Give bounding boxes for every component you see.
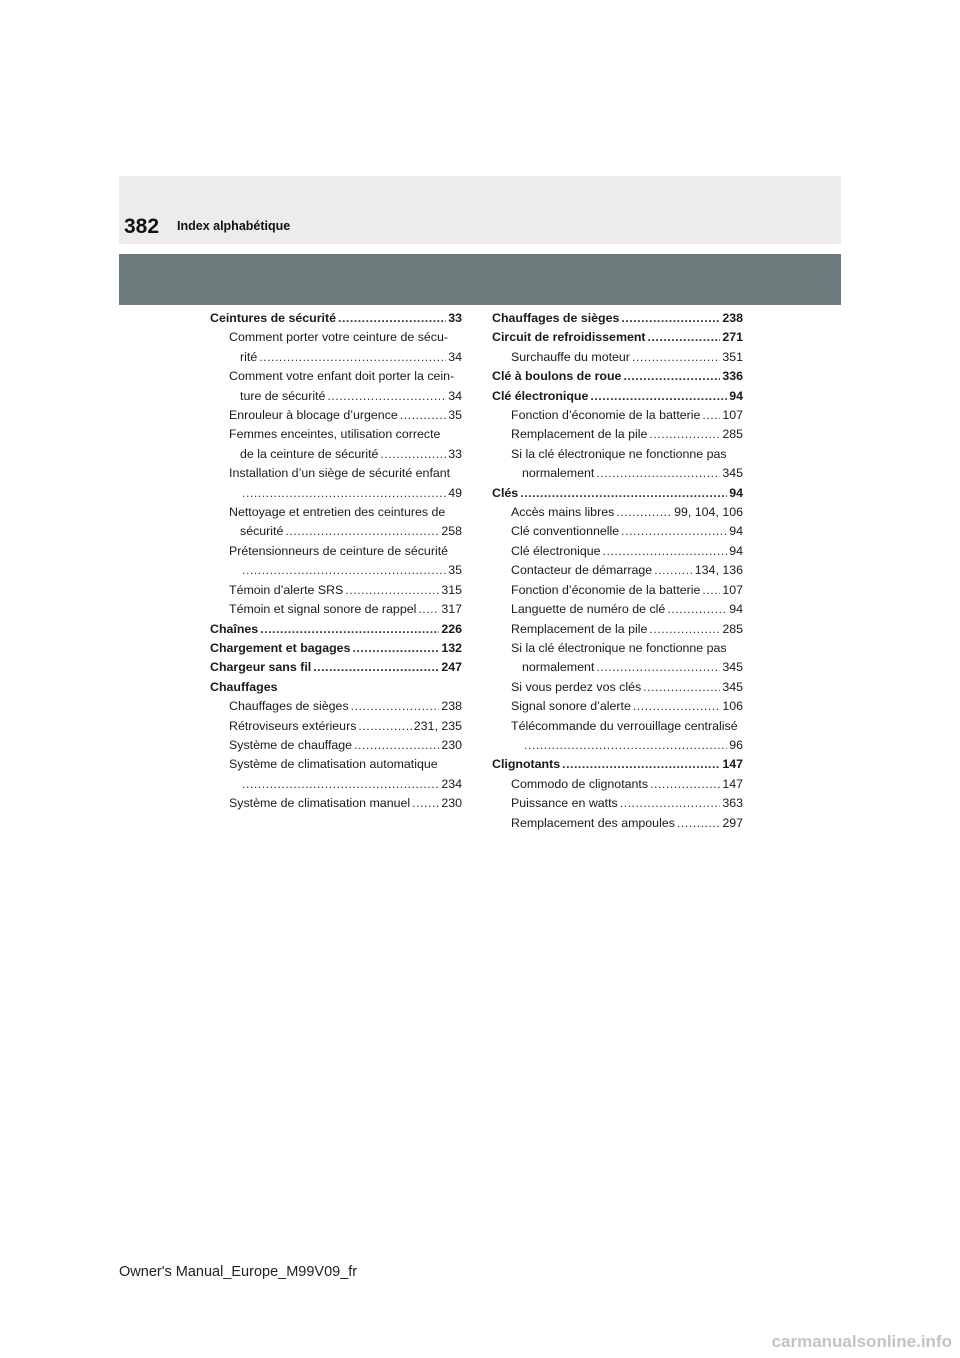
index-entry	[492, 503, 743, 522]
index-entry	[210, 387, 462, 406]
index-entry-text: sécurité	[240, 524, 284, 539]
index-leader-dots	[596, 658, 720, 677]
index-entry-page: 285	[722, 621, 743, 636]
index-leader-dots	[242, 484, 446, 503]
index-column-left	[210, 309, 462, 814]
index-leader-dots	[620, 794, 721, 813]
index-entry	[210, 639, 462, 658]
index-entry	[492, 348, 743, 367]
index-entry	[492, 581, 743, 600]
index-entry	[492, 678, 743, 697]
index-entry-page: 247	[441, 660, 462, 675]
index-entry	[492, 522, 743, 541]
index-entry	[492, 755, 743, 774]
index-entry-text: Si vous perdez vos clés	[511, 679, 642, 694]
index-leader-dots	[400, 406, 446, 425]
index-leader-dots	[412, 794, 439, 813]
index-entry-page: 134, 136	[694, 563, 743, 578]
index-entry-page: 271	[722, 330, 743, 345]
index-leader-dots	[313, 658, 439, 677]
index-leader-dots	[418, 600, 439, 619]
index-entry-text: Comment votre enfant doit porter la cein-	[229, 369, 455, 384]
index-entry	[210, 697, 462, 716]
index-entry-page: 147	[722, 757, 743, 772]
index-leader-dots	[677, 814, 720, 833]
index-entry	[210, 561, 462, 580]
index-entry-text: Remplacement des ampoules	[511, 815, 675, 830]
index-entry-text: de la ceinture de sécurité	[240, 446, 379, 461]
index-entry	[492, 658, 743, 677]
index-entry-page: 351	[722, 349, 743, 364]
index-leader-dots	[524, 736, 727, 755]
index-entry-text: Comment porter votre ceinture de sécu-	[229, 330, 448, 345]
index-entry-page: 234	[441, 776, 462, 791]
index-leader-dots	[327, 387, 446, 406]
index-entry	[492, 794, 743, 813]
index-entry-page: 35	[448, 408, 462, 423]
index-entry-text: Clignotants	[492, 757, 561, 772]
index-entry-text: Si la clé électronique ne fonctionne pas	[511, 446, 727, 461]
section-tab-bar	[119, 254, 841, 305]
index-leader-dots	[596, 464, 720, 483]
index-entry-text: Clés	[492, 485, 519, 500]
index-entry-page: 317	[441, 602, 462, 617]
index-entry-text: Témoin et signal sonore de rappel	[229, 602, 417, 617]
index-leader-dots	[285, 522, 439, 541]
index-entry-text: Système de climatisation automatique	[229, 757, 438, 772]
index-entry	[492, 464, 743, 483]
index-leader-dots	[648, 328, 721, 347]
index-entry-page: 34	[448, 349, 462, 364]
index-entry-text: Commodo de clignotants	[511, 776, 649, 791]
index-leader-dots	[649, 425, 720, 444]
index-entry-text: normalement	[522, 466, 595, 481]
index-leader-dots	[351, 697, 440, 716]
index-entry-text: Fonction d’économie de la batterie	[511, 582, 701, 597]
index-entry-page: 34	[448, 388, 462, 403]
index-entry-page: 238	[441, 699, 462, 714]
index-entry-text: normalement	[522, 660, 595, 675]
index-entry-text: Remplacement de la pile	[511, 621, 648, 636]
index-entry	[492, 484, 743, 503]
index-entry-page: 297	[722, 815, 743, 830]
index-entry-page: 258	[441, 524, 462, 539]
index-entry-text: Système de climatisation manuel	[229, 796, 411, 811]
index-entry	[210, 522, 462, 541]
index-entry-page: 363	[722, 796, 743, 811]
index-entry-text: Femmes enceintes, utilisation correcte	[229, 427, 441, 442]
index-entry-text: Clé conventionnelle	[511, 524, 620, 539]
index-leader-dots	[259, 348, 446, 367]
index-entry	[210, 464, 462, 483]
index-entry	[492, 600, 743, 619]
index-leader-dots	[603, 542, 728, 561]
index-entry-text: Signal sonore d’alerte	[511, 699, 631, 714]
index-entry-page: 96	[729, 737, 743, 752]
index-leader-dots	[260, 620, 439, 639]
index-leader-dots	[702, 406, 720, 425]
index-entry	[492, 736, 743, 755]
header-band	[119, 176, 841, 244]
index-entry-page: 132	[441, 640, 462, 655]
index-entry-text: Rétroviseurs extérieurs	[229, 718, 357, 733]
index-entry-page: 315	[441, 582, 462, 597]
index-entry	[210, 367, 462, 386]
index-entry	[210, 678, 462, 697]
index-entry-text: Enrouleur à blocage d’urgence	[229, 408, 398, 423]
index-entry	[492, 814, 743, 833]
index-leader-dots	[621, 522, 727, 541]
index-entry-page: 230	[441, 737, 462, 752]
index-entry-page: 99, 104, 106	[674, 505, 743, 520]
index-leader-dots	[345, 581, 439, 600]
index-entry-text: Remplacement de la pile	[511, 427, 648, 442]
index-entry-text: ture de sécurité	[240, 388, 326, 403]
index-leader-dots	[242, 775, 439, 794]
section-title: Index alphabétique	[177, 219, 291, 233]
index-entry	[210, 717, 462, 736]
index-entry	[210, 503, 462, 522]
index-entry-text: Chaînes	[210, 621, 259, 636]
index-entry	[492, 367, 743, 386]
index-leader-dots	[354, 736, 439, 755]
index-entry-text: Accès mains libres	[511, 505, 615, 520]
index-leader-dots	[654, 561, 693, 580]
index-entry-text: Si la clé électronique ne fonctionne pas	[511, 640, 727, 655]
index-entry	[210, 736, 462, 755]
index-entry	[210, 658, 462, 677]
index-entry-page: 33	[448, 311, 462, 325]
index-entry-page: 94	[729, 485, 743, 500]
index-entry	[210, 445, 462, 464]
index-leader-dots	[358, 717, 411, 736]
index-entry	[210, 309, 462, 328]
index-entry-page: 94	[729, 543, 743, 558]
watermark: carmanualsonline.info	[771, 1332, 952, 1351]
index-leader-dots	[338, 309, 446, 328]
index-entry-text: Témoin d’alerte SRS	[229, 582, 344, 597]
index-entry-text: Clé électronique	[492, 388, 589, 403]
index-leader-dots	[702, 581, 720, 600]
index-entry-text: Chauffages	[210, 679, 278, 694]
footer-manual-name: Owner's Manual_Europe_M99V09_fr	[119, 1264, 358, 1280]
index-entry-page: 94	[729, 602, 743, 617]
index-entry-text: Chauffages de sièges	[492, 311, 620, 325]
index-entry	[210, 794, 462, 813]
index-entry	[492, 309, 743, 328]
index-leader-dots	[667, 600, 727, 619]
index-leader-dots	[242, 561, 446, 580]
index-entry-page: 94	[729, 524, 743, 539]
index-entry	[210, 600, 462, 619]
index-entry-page: 345	[722, 660, 743, 675]
index-entry	[492, 775, 743, 794]
index-entry	[210, 484, 462, 503]
index-entry-text: rité	[240, 349, 258, 364]
index-entry-text: Circuit de refroidissement	[492, 330, 646, 345]
index-entry-page: 35	[448, 563, 462, 578]
index-entry	[210, 755, 462, 774]
index-column-right	[492, 309, 743, 833]
index-entry-text: Chargeur sans fil	[210, 660, 312, 675]
index-entry	[210, 581, 462, 600]
index-entry-page: 226	[441, 621, 462, 636]
index-leader-dots	[633, 697, 720, 716]
index-leader-dots	[649, 620, 720, 639]
index-entry	[210, 328, 462, 347]
index-entry	[492, 387, 743, 406]
index-leader-dots	[621, 309, 720, 328]
index-entry	[492, 697, 743, 716]
index-entry-page: 49	[448, 485, 462, 500]
index-entry-page: 33	[448, 446, 462, 461]
index-entry-text: Télécommande du verrouillage centralisé	[511, 718, 738, 733]
page-number: 382	[124, 215, 160, 238]
index-entry	[210, 775, 462, 794]
index-entry	[492, 425, 743, 444]
index-entry-page: 147	[722, 776, 743, 791]
index-entry-text: Fonction d’économie de la batterie	[511, 408, 701, 423]
index-entry-text: Clé électronique	[511, 543, 601, 558]
index-entry	[210, 425, 462, 444]
index-leader-dots	[632, 348, 720, 367]
index-entry	[492, 561, 743, 580]
index-leader-dots	[380, 445, 446, 464]
index-entry-page: 285	[722, 427, 743, 442]
index-entry-text: Nettoyage et entretien des ceintures de	[229, 505, 446, 520]
index-entry-text: Système de chauffage	[229, 737, 353, 752]
index-entry-page: 94	[729, 388, 743, 403]
index-entry-text: Chauffages de sièges	[229, 699, 349, 714]
index-leader-dots	[643, 678, 720, 697]
index-entry-page: 345	[722, 466, 743, 481]
index-leader-dots	[520, 484, 727, 503]
index-leader-dots	[616, 503, 672, 522]
index-entry	[492, 620, 743, 639]
index-entry-text: Ceintures de sécurité	[210, 311, 337, 325]
index-entry-text: Chargement et bagages	[210, 640, 351, 655]
index-entry	[492, 328, 743, 347]
index-entry-page: 231, 235	[413, 718, 462, 733]
index-entry	[492, 445, 743, 464]
index-entry-page: 336	[722, 369, 743, 384]
index-leader-dots	[352, 639, 439, 658]
index-entry	[492, 542, 743, 561]
index-entry-page: 238	[722, 311, 743, 325]
index-entry-text: Languette de numéro de clé	[511, 602, 666, 617]
index-leader-dots	[562, 755, 720, 774]
index-entry-text: Puissance en watts	[511, 796, 618, 811]
index-entry-text: Contacteur de démarrage	[511, 563, 653, 578]
index-entry-text: Prétensionneurs de ceinture de sécurité	[229, 543, 449, 558]
index-leader-dots	[650, 775, 720, 794]
index-entry-text: Clé à boulons de roue	[492, 369, 622, 384]
index-entry-page: 230	[441, 796, 462, 811]
index-leader-dots	[623, 367, 720, 386]
index-entry-text: Installation d’un siège de sécurité enfant	[229, 466, 451, 481]
index-leader-dots	[590, 387, 727, 406]
index-entry	[210, 406, 462, 425]
index-entry	[492, 406, 743, 425]
index-entry-text: Surchauffe du moteur	[511, 349, 630, 364]
index-entry-page: 107	[722, 408, 743, 423]
index-entry-page: 107	[722, 582, 743, 597]
index-entry	[492, 717, 743, 736]
index-entry-page: 106	[722, 699, 743, 714]
index-entry	[492, 639, 743, 658]
index-entry	[210, 542, 462, 561]
index-entry-page: 345	[722, 679, 743, 694]
index-entry	[210, 348, 462, 367]
index-entry	[210, 620, 462, 639]
